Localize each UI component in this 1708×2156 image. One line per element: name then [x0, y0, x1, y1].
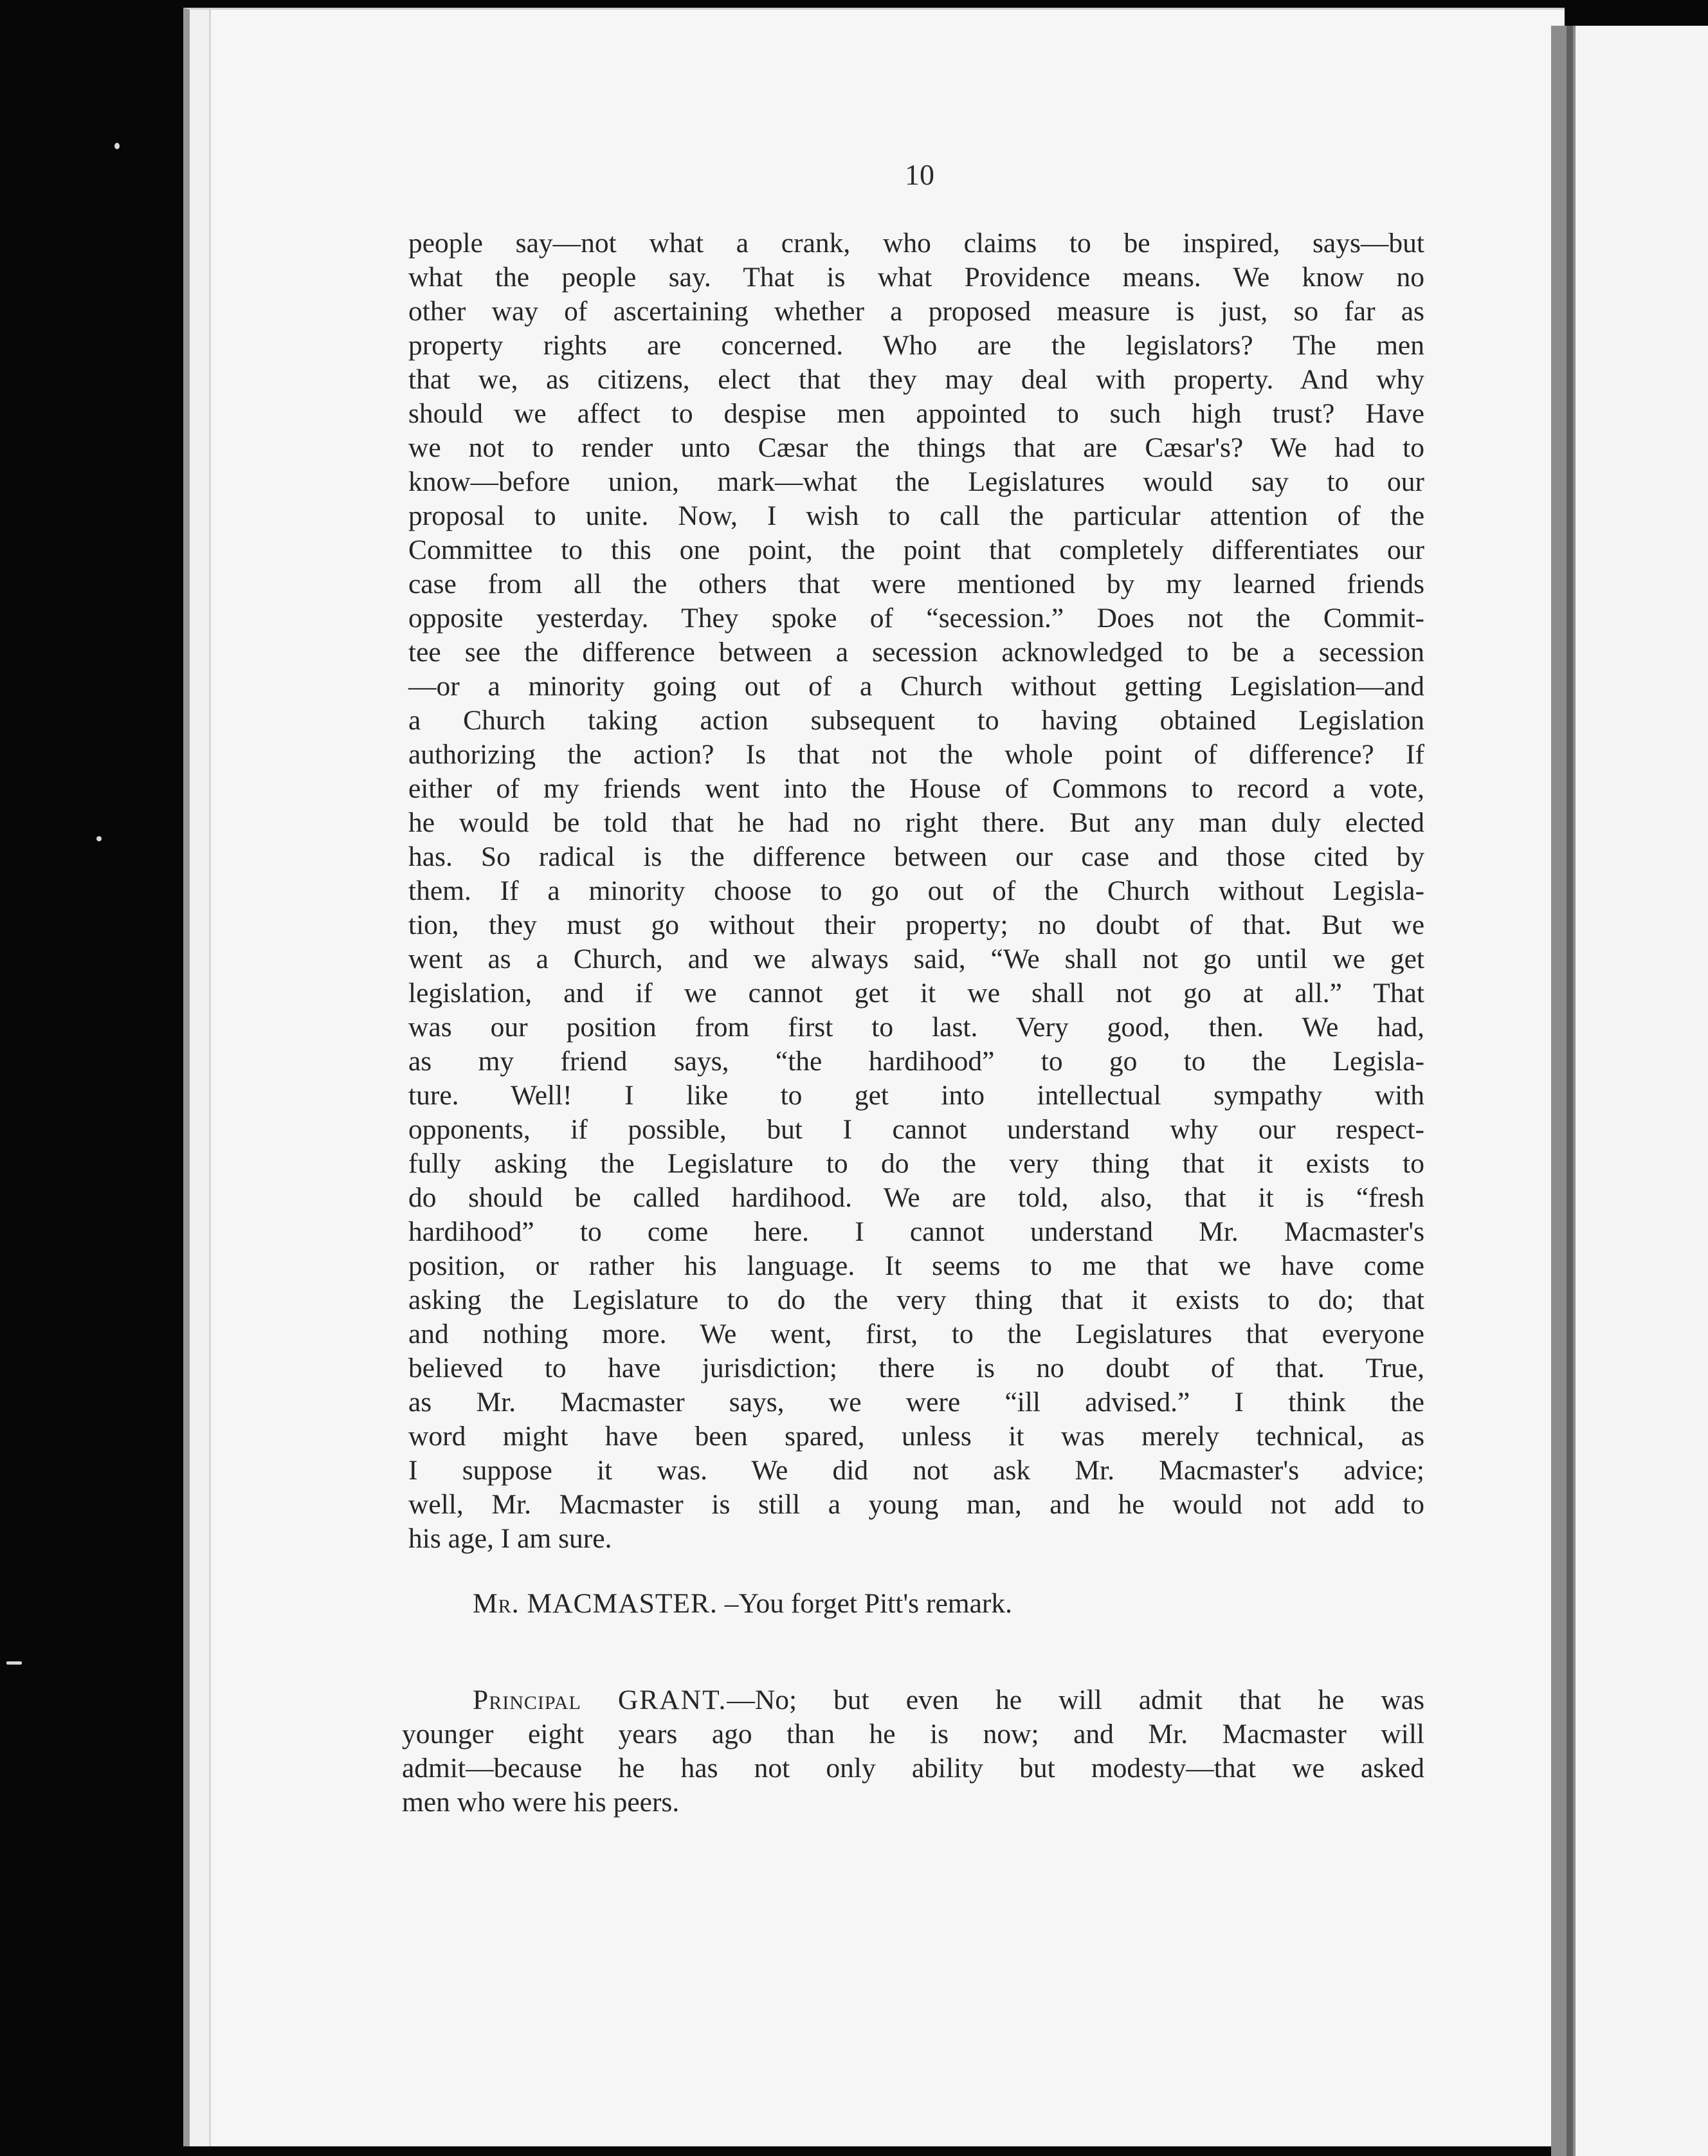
text-line: as Mr. Macmaster says, we were “ill advised.” I think the — [408, 1387, 1424, 1418]
interjection-paragraph — [473, 1587, 1180, 1621]
text-line: legislation, and if we cannot get it we shall not go at all.” That — [408, 978, 1424, 1009]
text-line: we not to render unto Cæsar the things that are Cæsar's? We had to — [408, 432, 1424, 463]
scan-speck — [6, 1661, 22, 1665]
text-line: asking the Legislature to do the very thing that it exists to do; that — [408, 1284, 1424, 1315]
text-line: has. So radical is the difference between our case and those cited by — [408, 841, 1424, 872]
text-line: opposite yesterday. They spoke of “secession.” Does not the Commit- — [408, 603, 1424, 634]
reply-line: men who were his peers. — [402, 1787, 680, 1818]
text-line: people say—not what a crank, who claims to be inspired, says—but — [408, 228, 1424, 259]
interjection-text: –You forget Pitt's remark. — [724, 1588, 1013, 1619]
reply-text: —No; but even he will admit that he was — [727, 1685, 1424, 1715]
interjection-speaker: Mr. MACMASTER. — [473, 1588, 718, 1619]
text-line: his age, I am sure. — [408, 1523, 612, 1554]
text-line: what the people say. That is what Providence means. We know no — [408, 262, 1424, 293]
reply-speaker-title: Principal — [473, 1685, 581, 1715]
text-line: —or a minority going out of a Church without getting Legislation—and — [408, 671, 1424, 702]
text-line: authorizing the action? Is that not the whole point of difference? If — [408, 739, 1424, 770]
text-line: hardihood” to come here. I cannot understand Mr. Macmaster's — [408, 1216, 1424, 1247]
text-line: that we, as citizens, elect that they may deal with property. And why — [408, 364, 1424, 395]
text-line: property rights are concerned. Who are the legislators? The men — [408, 330, 1424, 361]
reply-line — [402, 1683, 1424, 1717]
page-number: 10 — [905, 158, 934, 191]
reply-speaker-name: GRANT. — [617, 1685, 727, 1715]
text-line: was our position from first to last. Very good, then. We had, — [408, 1012, 1424, 1043]
text-line: believed to have jurisdiction; there is no doubt of that. True, — [408, 1353, 1424, 1384]
text-line: and nothing more. We went, first, to the Legislatures that everyone — [408, 1319, 1424, 1349]
text-line: them. If a minority choose to go out of the Church without Legisla- — [408, 875, 1424, 906]
scan-speck — [96, 836, 102, 841]
text-line: case from all the others that were mentioned by my learned friends — [408, 569, 1424, 599]
text-line: a Church taking action subsequent to having obtained Legislation — [408, 705, 1424, 736]
text-line: I suppose it was. We did not ask Mr. Macmaster's advice; — [408, 1455, 1424, 1486]
text-line: do should be called hardihood. We are told, also, that it is “fresh — [408, 1182, 1424, 1213]
text-line: tee see the difference between a secession acknowledged to be a secession — [408, 637, 1424, 668]
text-line: know—before union, mark—what the Legislatures would say to our — [408, 466, 1424, 497]
text-line: went as a Church, and we always said, “We shall not go until we get — [408, 944, 1424, 974]
reply-line: younger eight years ago than he is now; and Mr. Macmaster will — [402, 1719, 1424, 1749]
text-line: opponents, if possible, but I cannot understand why our respect- — [408, 1114, 1424, 1145]
text-line: fully asking the Legislature to do the very thing that it exists to — [408, 1148, 1424, 1179]
book-gutter-shadow — [1567, 26, 1573, 2156]
text-line: as my friend says, “the hardihood” to go to the Legisla- — [408, 1046, 1424, 1077]
text-line: Committee to this one point, the point that completely differentiates our — [408, 534, 1424, 565]
right-page-edge — [1576, 26, 1708, 2156]
reply-paragraph — [402, 1683, 1424, 1820]
text-line: ture. Well! I like to get into intellectual sympathy with — [408, 1080, 1424, 1111]
scan-speck — [114, 143, 120, 149]
text-line: proposal to unite. Now, I wish to call the particular attention of the — [408, 500, 1424, 531]
text-line: he would be told that he had no right there. But any man duly elected — [408, 807, 1424, 838]
text-line: tion, they must go without their property; no doubt of that. But we — [408, 909, 1424, 940]
text-line: should we affect to despise men appointed to such high trust? Have — [408, 398, 1424, 429]
reply-line: admit—because he has not only ability but modesty—that we asked — [402, 1753, 1424, 1784]
text-line: word might have been spared, unless it was merely technical, as — [408, 1421, 1424, 1452]
text-line: well, Mr. Macmaster is still a young man, and he would not add to — [408, 1489, 1424, 1520]
text-line: either of my friends went into the House of Commons to record a vote, — [408, 773, 1424, 804]
body-paragraph — [408, 226, 1424, 1556]
text-line: position, or rather his language. It seems to me that we have come — [408, 1250, 1424, 1281]
text-line: other way of ascertaining whether a proposed measure is just, so far as — [408, 296, 1424, 327]
